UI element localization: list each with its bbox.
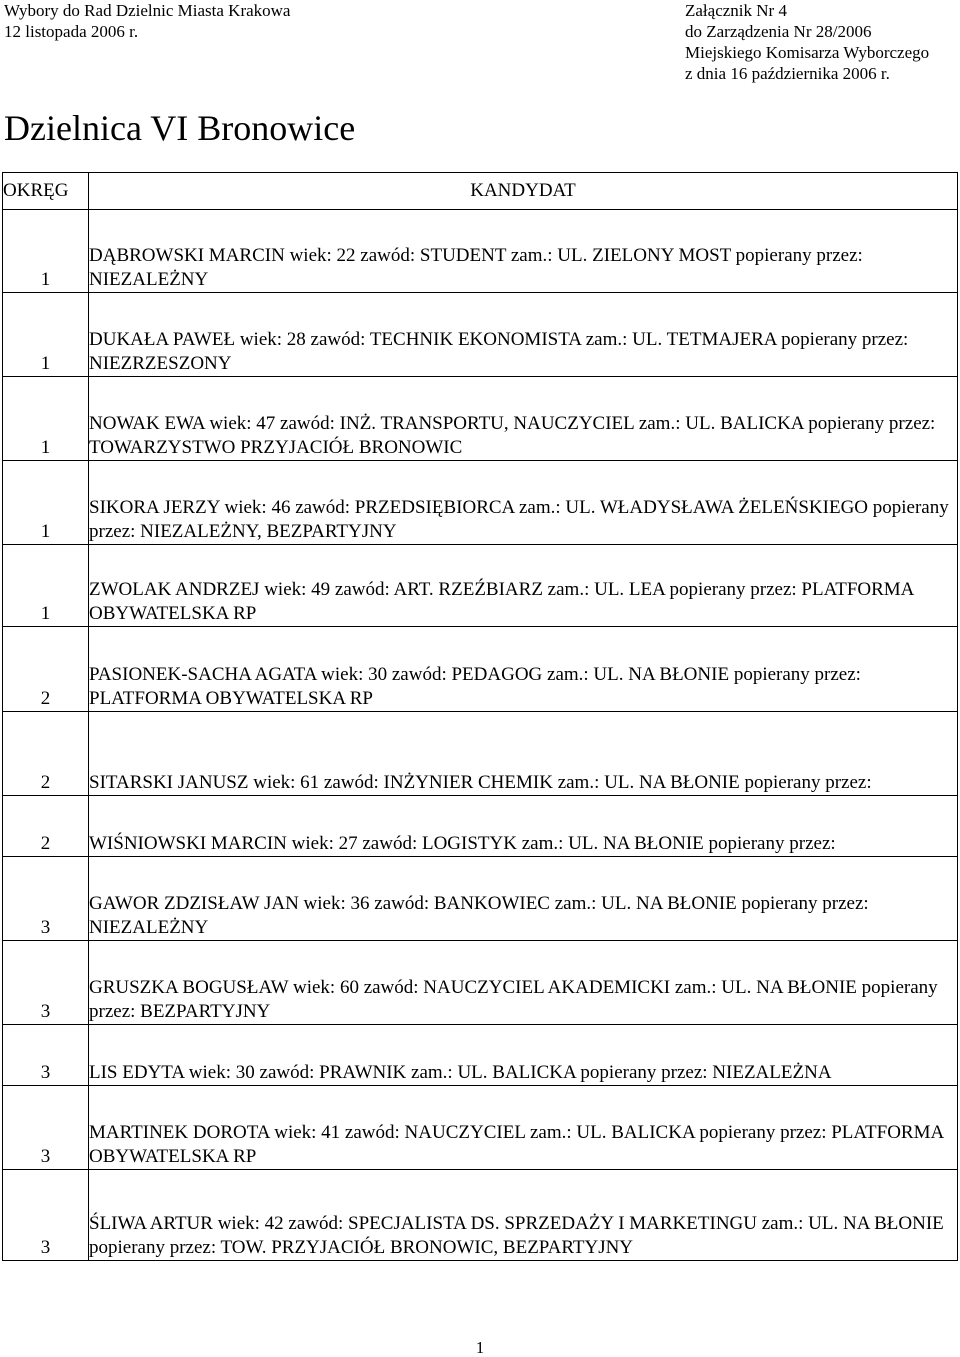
district-number: 1 xyxy=(3,377,89,461)
district-number: 3 xyxy=(3,1025,89,1086)
table-row xyxy=(3,377,958,461)
table-body xyxy=(3,210,958,1261)
district-number: 1 xyxy=(3,545,89,627)
column-header-kandydat: KANDYDAT xyxy=(89,173,958,210)
ordinance-ref: do Zarządzenia Nr 28/2006 xyxy=(685,22,872,41)
column-header-okreg: OKRĘG xyxy=(3,173,89,210)
district-number: 2 xyxy=(3,627,89,712)
table-row xyxy=(3,941,958,1025)
district-number: 2 xyxy=(3,796,89,857)
table-row xyxy=(3,461,958,545)
table-row xyxy=(3,796,958,857)
election-date: 12 listopada 2006 r. xyxy=(4,22,139,41)
candidate-info: GRUSZKA BOGUSŁAW wiek: 60 zawód: NAUCZYCIEL AKADEMICKI zam.: UL. NA BŁONIE popierany przez: BEZPARTYJNY xyxy=(89,941,958,1025)
table-row xyxy=(3,627,958,712)
table-row xyxy=(3,545,958,627)
candidate-info: DUKAŁA PAWEŁ wiek: 28 zawód: TECHNIK EKONOMISTA zam.: UL. TETMAJERA popierany przez: NIEZRZESZONY xyxy=(89,293,958,377)
district-number: 1 xyxy=(3,210,89,293)
district-number: 1 xyxy=(3,461,89,545)
attachment-label: Załącznik Nr 4 xyxy=(685,1,787,20)
table-row xyxy=(3,1170,958,1261)
table-row xyxy=(3,1025,958,1086)
candidate-info: LIS EDYTA wiek: 30 zawód: PRAWNIK zam.: UL. BALICKA popierany przez: NIEZALEŻNA xyxy=(89,1025,958,1086)
candidate-info: NOWAK EWA wiek: 47 zawód: INŻ. TRANSPORTU, NAUCZYCIEL zam.: UL. BALICKA popierany przez: TOWARZYSTWO PRZYJACIÓŁ BRONOWIC xyxy=(89,377,958,461)
commissioner-ref: Miejskiego Komisarza Wyborczego xyxy=(685,43,930,62)
election-name: Wybory do Rad Dzielnic Miasta Krakowa xyxy=(4,1,291,20)
header-right xyxy=(685,0,929,84)
candidates-table xyxy=(2,172,958,1261)
table-header-row xyxy=(3,173,958,210)
table-row xyxy=(3,857,958,941)
ordinance-date: z dnia 16 października 2006 r. xyxy=(685,64,890,83)
table-row xyxy=(3,210,958,293)
candidate-info: MARTINEK DOROTA wiek: 41 zawód: NAUCZYCIEL zam.: UL. BALICKA popierany przez: PLATFORMA OBYWATELSKA RP xyxy=(89,1086,958,1170)
page-title: Dzielnica VI Bronowice xyxy=(4,108,356,148)
table-row xyxy=(3,293,958,377)
candidate-info: ŚLIWA ARTUR wiek: 42 zawód: SPECJALISTA DS. SPRZEDAŻY I MARKETINGU zam.: UL. NA BŁONIE popierany przez: TOW. PRZYJACIÓŁ BRONOWIC, BEZPARTYJNY xyxy=(89,1170,958,1261)
candidate-info: PASIONEK-SACHA AGATA wiek: 30 zawód: PEDAGOG zam.: UL. NA BŁONIE popierany przez: PLATFORMA OBYWATELSKA RP xyxy=(89,627,958,712)
candidate-info: WIŚNIOWSKI MARCIN wiek: 27 zawód: LOGISTYK zam.: UL. NA BŁONIE popierany przez: xyxy=(89,796,958,857)
candidate-info: SITARSKI JANUSZ wiek: 61 zawód: INŻYNIER CHEMIK zam.: UL. NA BŁONIE popierany przez: xyxy=(89,712,958,796)
candidate-info: GAWOR ZDZISŁAW JAN wiek: 36 zawód: BANKOWIEC zam.: UL. NA BŁONIE popierany przez: NIEZALEŻNY xyxy=(89,857,958,941)
district-number: 3 xyxy=(3,1170,89,1261)
district-number: 1 xyxy=(3,293,89,377)
district-number: 3 xyxy=(3,1086,89,1170)
header-left xyxy=(4,0,290,42)
district-number: 3 xyxy=(3,857,89,941)
page-number: 1 xyxy=(475,1338,485,1357)
candidate-info: DĄBROWSKI MARCIN wiek: 22 zawód: STUDENT zam.: UL. ZIELONY MOST popierany przez: NIEZALEŻNY xyxy=(89,210,958,293)
candidate-info: SIKORA JERZY wiek: 46 zawód: PRZEDSIĘBIORCA zam.: UL. WŁADYSŁAWA ŻELEŃSKIEGO popierany przez: NIEZALEŻNY, BEZPARTYJNY xyxy=(89,461,958,545)
table-row xyxy=(3,712,958,796)
table-row xyxy=(3,1086,958,1170)
district-number: 3 xyxy=(3,941,89,1025)
candidate-info: ZWOLAK ANDRZEJ wiek: 49 zawód: ART. RZEŹBIARZ zam.: UL. LEA popierany przez: PLATFORMA OBYWATELSKA RP xyxy=(89,545,958,627)
district-number: 2 xyxy=(3,712,89,796)
